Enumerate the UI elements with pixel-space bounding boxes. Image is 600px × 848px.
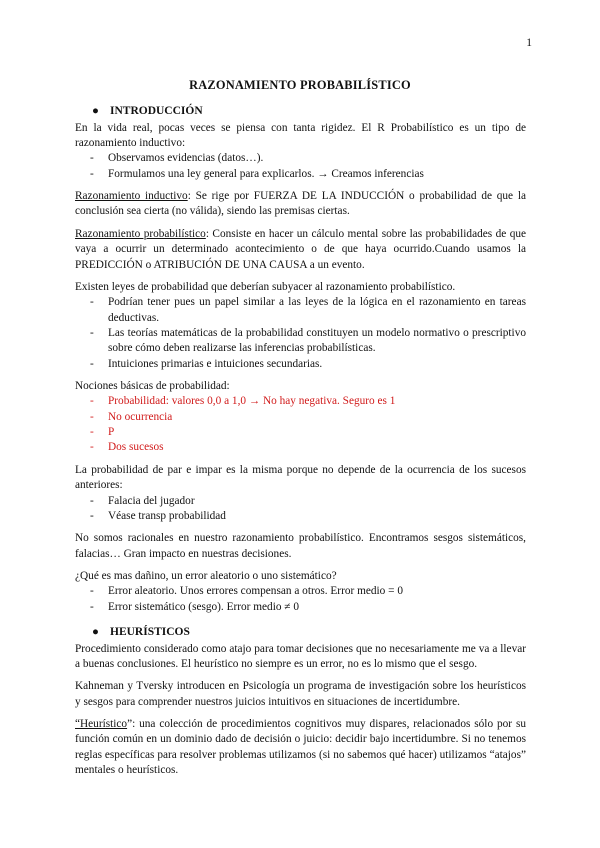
error-question: ¿Qué es mas dañino, un error aleatorio o uno sistemático? [75,569,337,582]
heuristicos-paragraph-2: Kahneman y Tversky introducen en Psicología un programa de investigación sobre los heurísticos y sesgos para comprender nuestros juicios intuitivos en situaciones de incertidumbre. [75,680,526,708]
dash-icon: - [90,326,94,339]
probabilistico-paragraph: Razonamiento probabilístico: Consiste en hacer un cálculo mental sobre las probabilidades de que vaya a ocurrir un determinado acontecimiento o de que haya ocurrido.Cuando usamos la PREDICCIÓN o ATRIBUCIÓN DE UNA CAUSA a un evento. [75,227,527,271]
dash-icon: - [90,167,94,180]
leyes-list [75,295,526,372]
dash-icon: - [90,585,94,598]
dash-icon: - [90,441,94,454]
racionales-paragraph: No somos racionales en nuestro razonamiento probabilístico. Encontramos sesgos sistemáticos, falacias… Gran impacto en nuestras decisiones. [75,532,526,560]
list-item: - P [75,425,526,440]
intro-list [75,151,526,182]
term-label: Razonamiento probabilístico [75,227,206,240]
list-item: - Intuiciones primarias e intuiciones secundarias. [75,357,526,372]
bullet-icon: ● [92,626,99,639]
dash-icon: - [90,395,94,408]
section-heading-text: INTRODUCCIÓN [110,105,203,117]
term-label: Razonamiento inductivo [75,190,188,203]
list-item: - Error aleatorio. Unos errores compensan a otros. Error medio = 0 [75,584,526,599]
list-item: - Error sistemático (sesgo). Error medio ≠ 0 [75,600,526,615]
heuristico-definition: “Heurístico”: una colección de procedimientos cognitivos muy dispares, relacionados sólo por su función común en un dominio dado de decisión o juicio: decidir bajo incertidumbre. Si no tenemos reglas específicas para resolver problemas utilizamos (si no sabemos qué hacer) utilizamos “atajos” mentales o heurísticos. [75,718,526,777]
nociones-paragraph: Nociones básicas de probabilidad: [75,380,230,393]
section-heading-introduccion [92,104,526,120]
document-title: RAZONAMIENTO PROBABILÍSTICO [189,78,411,92]
page-number: 1 [526,37,532,49]
dash-icon: - [90,494,94,507]
dash-icon: - [90,357,94,370]
list-item: - Las teorías matemáticas de la probabilidad constituyen un modelo normativo o prescriptivo sobre cómo deben realizarse las inferencias probabilísticas. [90,326,526,355]
leyes-paragraph: Existen leyes de probabilidad que deberían subyacer al razonamiento probabilístico. [75,280,456,293]
document-body [75,104,526,779]
heuristicos-paragraph-1: Procedimiento considerado como atajo para tomar decisiones que no necesariamente me va a llevar a buenas conclusiones. El heurístico no siempre es un error, no es lo mismo que el sesgo. [75,642,526,671]
intro-paragraph: En la vida real, pocas veces se piensa con tanta rigidez. El R Probabilístico es un tipo de razonamiento inductivo: [75,121,526,149]
list-item: - Falacia del jugador [75,494,526,509]
list-item: - Probabilidad: valores 0,0 a 1,0 → No hay negativa. Seguro es 1 [75,394,526,409]
list-item: - Podrían tener pues un papel similar a las leyes de la lógica en el razonamiento en tareas deductivas. [90,296,526,324]
list-item: - Observamos evidencias (datos…). [75,151,526,166]
par-impar-paragraph: La probabilidad de par e impar es la misma porque no depende de la ocurrencia de los sucesos anteriores: [75,463,526,492]
dash-icon: - [90,296,94,309]
section-heading-heuristicos [92,625,526,641]
term-label: “Heurístico [75,718,128,731]
error-list [75,584,526,615]
nociones-list [75,394,526,455]
dash-icon: - [90,426,94,439]
list-item: - Dos sucesos [75,440,526,455]
dash-icon: - [90,152,94,165]
list-item: - No ocurrencia [75,410,526,425]
par-impar-list [75,494,526,525]
list-item: - Formulamos una ley general para explicarlos. → Creamos inferencias [75,167,526,182]
dash-icon: - [90,509,94,522]
bullet-icon: ● [92,105,99,117]
dash-icon: - [90,600,94,613]
inductivo-paragraph: Razonamiento inductivo: Se rige por FUERZA DE LA INDUCCIÓN o probabilidad de que la conclusión sea cierta (no válida), siendo las premisas ciertas. [75,190,526,218]
section-heading-text: HEURÍSTICOS [110,626,190,639]
list-item: - Véase transp probabilidad [75,509,526,524]
dash-icon: - [90,410,94,423]
